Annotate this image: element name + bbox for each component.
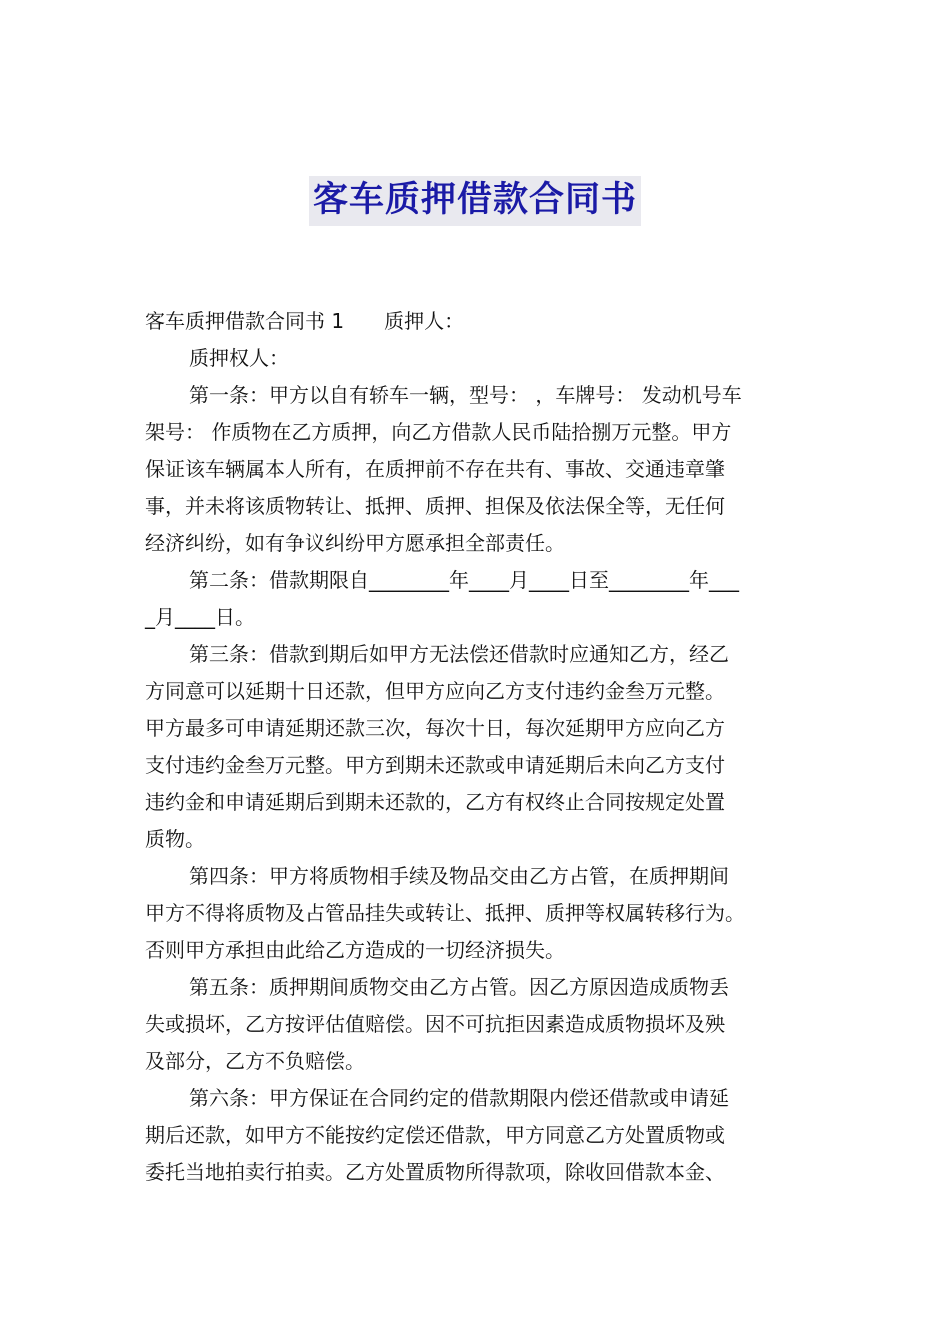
document-title: 客车质押借款合同书 (309, 176, 641, 226)
text-line: 第五条：质押期间质物交由乙方占管。因乙方原因造成质物丢 (189, 975, 729, 999)
text-line: 违约金和申请延期后到期未还款的，乙方有权终止合同按规定处置 (145, 790, 725, 814)
text-line: 及部分，乙方不负赔偿。 (145, 1049, 365, 1073)
text-line: 否则甲方承担由此给乙方造成的一切经济损失。 (145, 938, 565, 962)
text-line: 质物。 (145, 827, 205, 851)
title-block (0, 176, 950, 226)
doc-name: 客车质押借款合同书 1 (145, 309, 345, 333)
text-line: 架号： 作质物在乙方质押，向乙方借款人民币陆拾捌万元整。甲方 (145, 420, 732, 444)
text-line: 第二条：借款期限自________年____月____日至________年___ (189, 568, 739, 592)
text-line: 甲方不得将质物及占管品挂失或转让、抵押、质押等权属转移行为。 (145, 901, 745, 925)
text-line: 质押权人： (189, 346, 289, 370)
text-line: 第六条：甲方保证在合同约定的借款期限内偿还借款或申请延 (189, 1086, 729, 1110)
text-line: 方同意可以延期十日还款，但甲方应向乙方支付违约金叁万元整。 (145, 679, 725, 703)
text-line: 委托当地拍卖行拍卖。乙方处置质物所得款项，除收回借款本金、 (145, 1160, 725, 1184)
text-line: 经济纠纷，如有争议纠纷甲方愿承担全部责任。 (145, 531, 565, 555)
text-line: _月____日。 (145, 605, 255, 629)
text-line: 第三条：借款到期后如甲方无法偿还借款时应通知乙方，经乙 (189, 642, 729, 666)
pledgor-label: 质押人： (384, 309, 465, 333)
text-line: 保证该车辆属本人所有，在质押前不存在共有、事故、交通违章肇 (145, 457, 725, 481)
intro-line (145, 303, 815, 340)
text-line: 第四条：甲方将质物相手续及物品交由乙方占管，在质押期间 (189, 864, 729, 888)
text-line: 事，并未将该质物转让、抵押、质押、担保及依法保全等，无任何 (145, 494, 725, 518)
text-line: 支付违约金叁万元整。甲方到期未还款或申请延期后未向乙方支付 (145, 753, 725, 777)
text-line: 失或损坏，乙方按评估值赔偿。因不可抗拒因素造成质物损坏及殃 (145, 1012, 725, 1036)
document-body (145, 303, 815, 1191)
text-line: 甲方最多可申请延期还款三次，每次十日，每次延期甲方应向乙方 (145, 716, 725, 740)
text-line: 第一条：甲方以自有轿车一辆，型号： ，车牌号： 发动机号车 (189, 383, 742, 407)
text-line: 期后还款，如甲方不能按约定偿还借款，甲方同意乙方处置质物或 (145, 1123, 725, 1147)
